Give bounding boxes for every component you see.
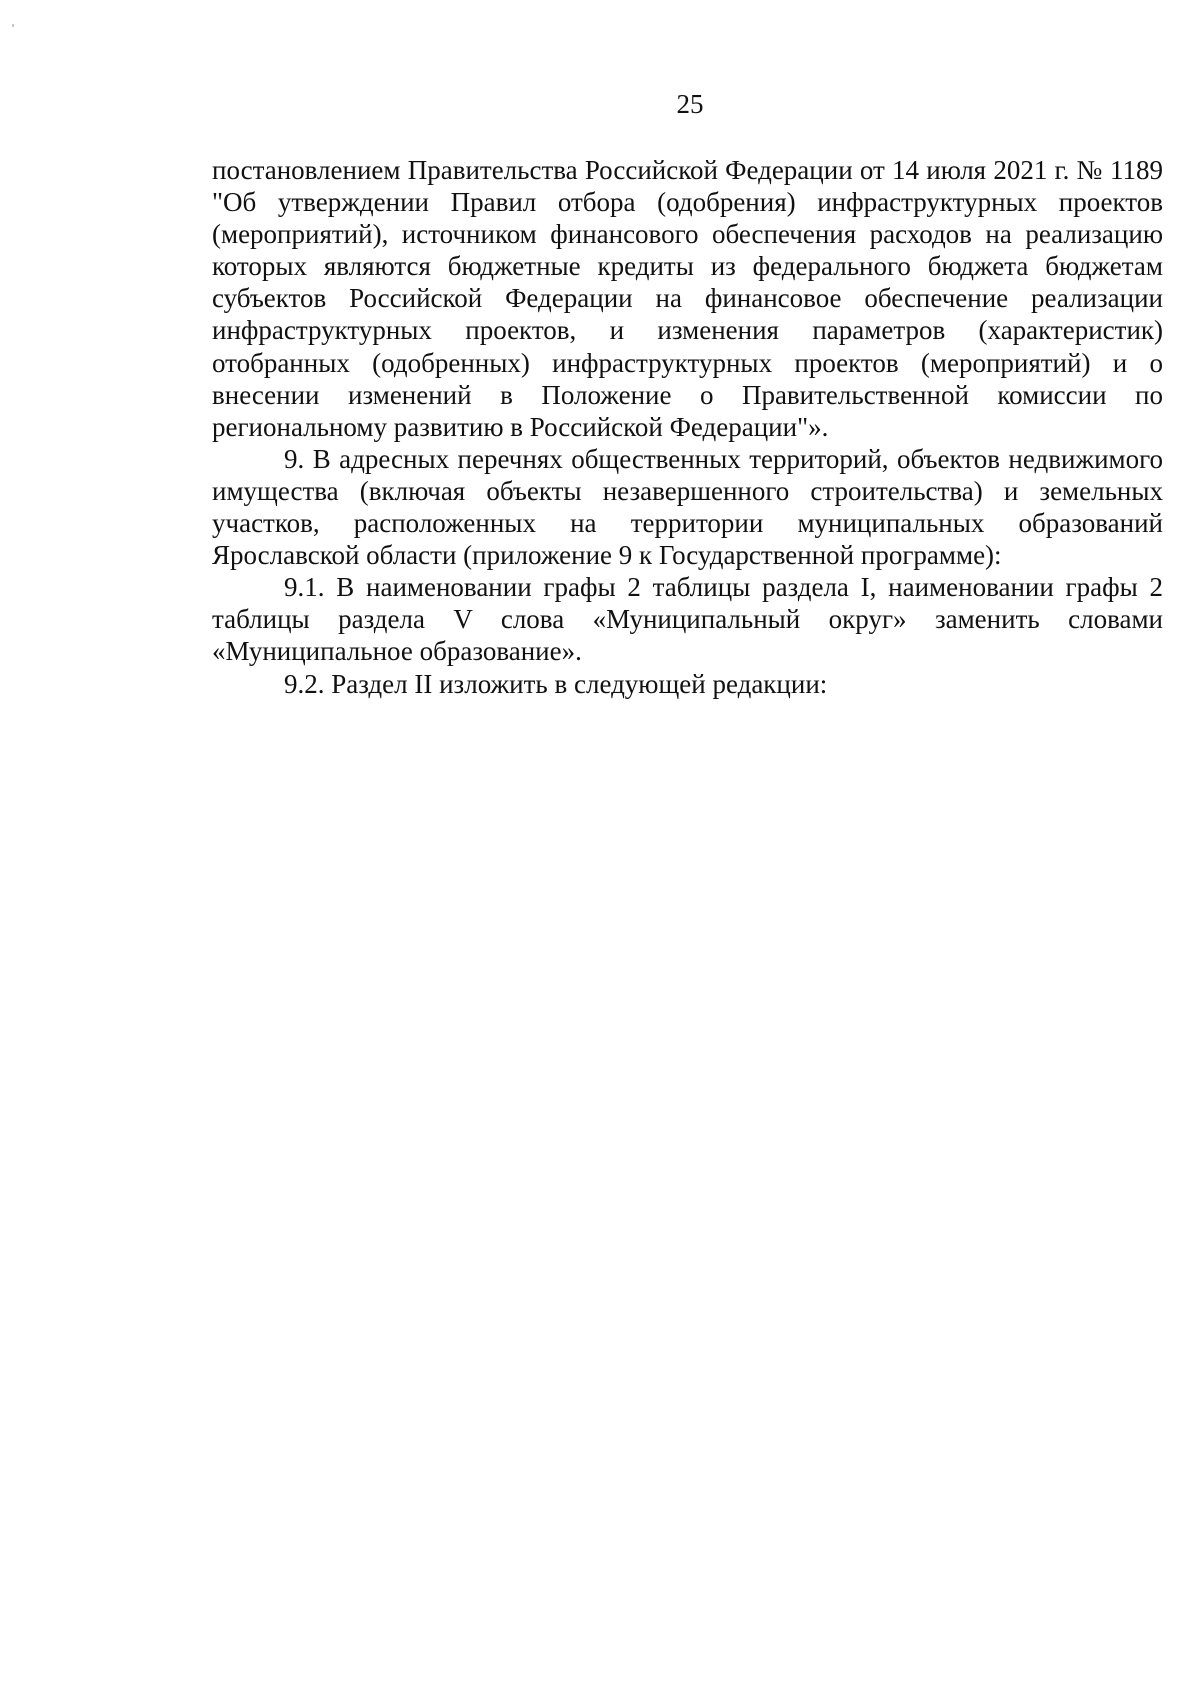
page-number: 25 (676, 89, 704, 119)
paragraph-item-9: 9. В адресных перечнях общественных территорий, объектов недвижимого имущества (включая объекты незавершенного строительства) и земельных участков, расположенных на территории муниципальных образований Ярославской области (приложение 9 к Государственной программе): (212, 443, 1163, 571)
paragraph-item-9-1: 9.1. В наименовании графы 2 таблицы раздела I, наименовании графы 2 таблицы раздела V слова «Муниципальный округ» заменить словами «Муниципальное образование». (212, 572, 1163, 667)
paragraph-item-9-2: 9.2. Раздел II изложить в следующей редакции: (284, 668, 828, 699)
scan-speck (12, 24, 14, 27)
paragraph-resolution-reference: постановлением Правительства Российской Федерации от 14 июля 2021 г. № 1189 "Об утверждении Правил отбора (одобрения) инфраструктурных проектов (мероприятий), источником финансового обеспечения расходов на реализацию которых являются бюджетные кредиты из федерального бюджета бюджетам субъектов Российской Федерации на финансовое обеспечение реализации инфраструктурных проектов, и изменения параметров (характеристик) отобранных (одобренных) инфраструктурных проектов (мероприятий) и о внесении изменений в Положение о Правительственной комиссии по региональному развитию в Российской Федерации"». (212, 155, 1163, 442)
document-body (212, 154, 1163, 700)
